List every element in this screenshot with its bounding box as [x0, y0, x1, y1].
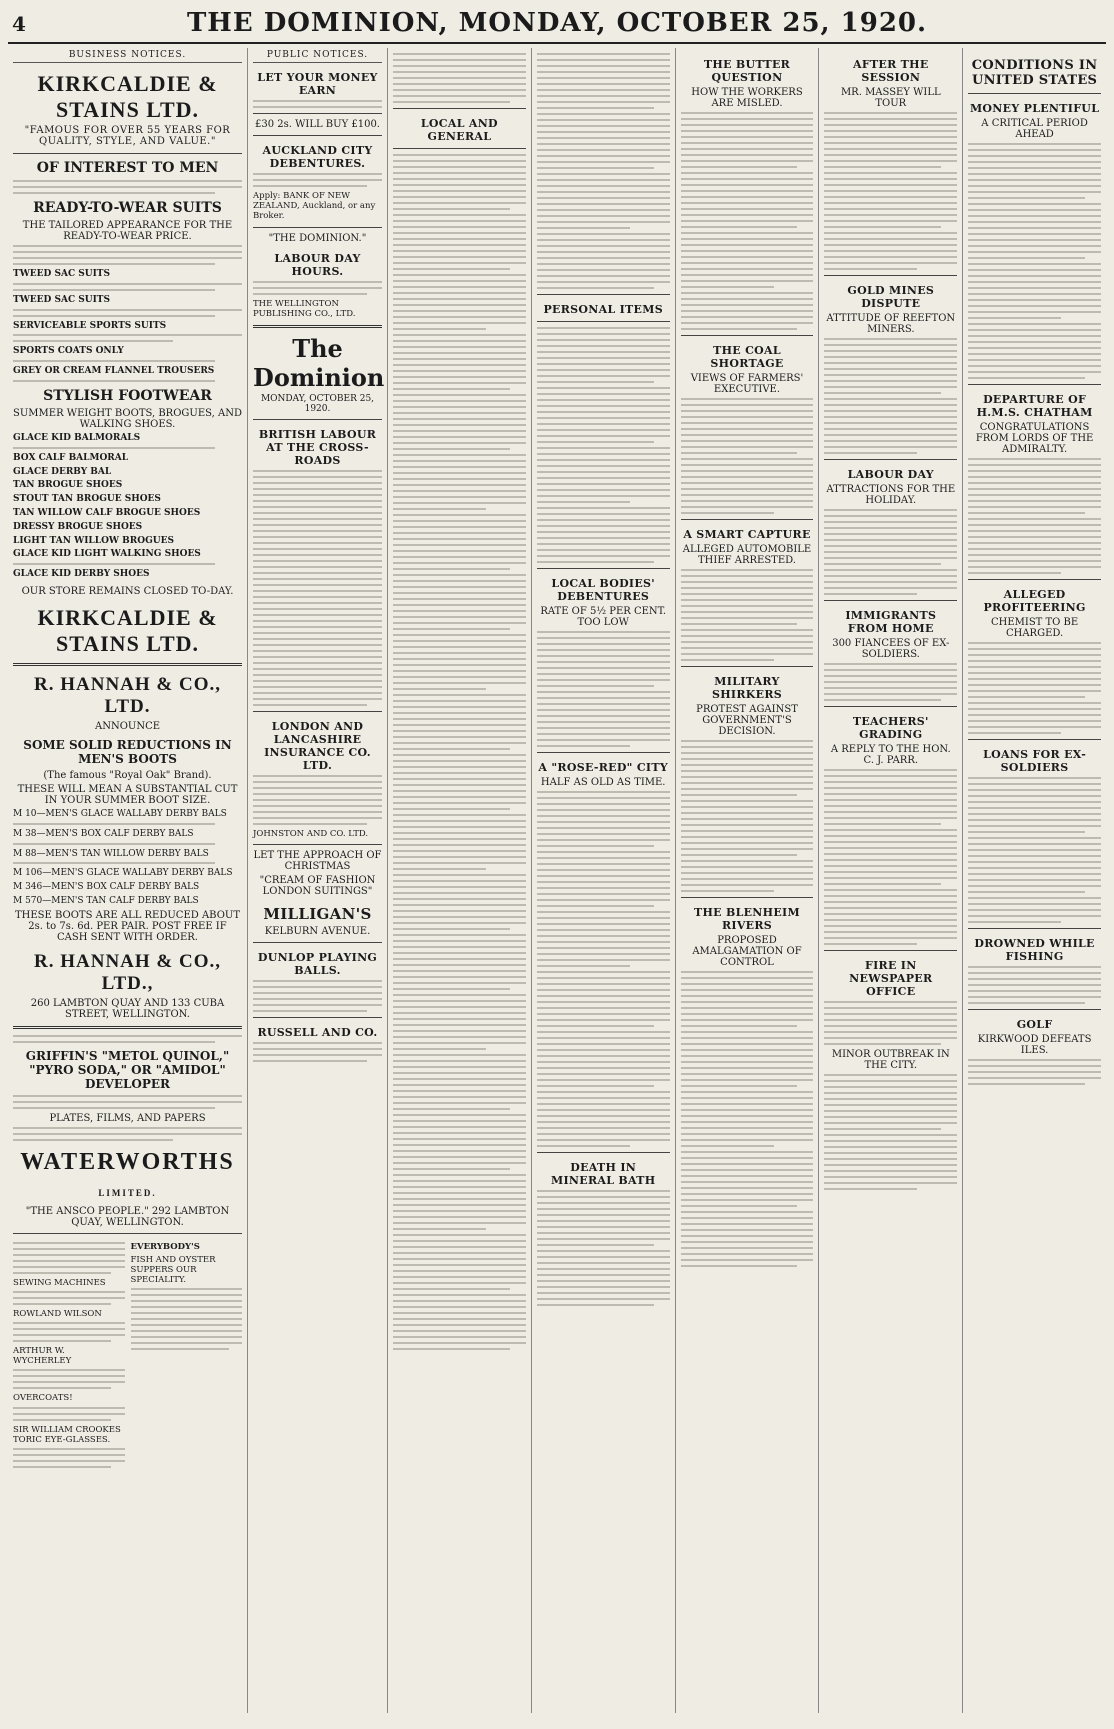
section-subheading: A CRITICAL PERIOD AHEAD — [981, 118, 1088, 140]
list-item: TAN BROGUE SHOES — [13, 480, 123, 491]
section-heading: A SMART CAPTURE — [683, 528, 811, 541]
section-heading: PERSONAL ITEMS — [543, 303, 663, 316]
advert-tagline: "FAMOUS FOR OVER 55 YEARS FOR QUALITY, STYLE, AND VALUE." — [24, 125, 231, 147]
advert-subheading: ANNOUNCE — [94, 720, 161, 732]
list-item: SPORTS COATS ONLY — [13, 346, 124, 357]
list-item: M 570—MEN'S TAN CALF DERBY BALS — [13, 895, 199, 906]
list-item: M 346—MEN'S BOX CALF DERBY BALS — [13, 882, 200, 893]
section-heading: DEPARTURE OF H.M.S. CHATHAM — [976, 393, 1093, 419]
notice-text: KELBURN AVENUE. — [264, 926, 371, 938]
newspaper-flag: The Dominion — [253, 333, 385, 392]
notice-text: JOHNSTON AND CO. LTD. — [253, 828, 369, 839]
list-item: M 106—MEN'S GLACE WALLABY DERBY BALS — [13, 868, 233, 879]
small-ad: OVERCOATS! — [13, 1393, 73, 1404]
section-subheading: 300 FIANCEES OF EX-SOLDIERS. — [832, 638, 950, 660]
advert-address: "THE ANSCO PEOPLE." 292 LAMBTON QUAY, WELLINGTON. — [25, 1205, 230, 1228]
advert-heading: GRIFFIN'S "METOL QUINOL," "PYRO SODA," OR "AMIDOL" DEVELOPER — [25, 1048, 230, 1091]
leader-date: MONDAY, OCTOBER 25, 1920. — [260, 393, 375, 414]
column-personal — [532, 48, 676, 1713]
list-item: M 38—MEN'S BOX CALF DERBY BALS — [13, 828, 194, 839]
column-butter-question — [676, 48, 820, 1713]
section-heading: AFTER THE SESSION — [853, 58, 929, 84]
small-ad: EVERYBODY'S — [130, 1241, 200, 1252]
list-item: GLACE KID LIGHT WALKING SHOES — [13, 549, 201, 560]
masthead — [8, 6, 1106, 44]
advert-title: R. HANNAH & CO., LTD. — [34, 673, 221, 717]
section-subheading: ATTRACTIONS FOR THE HOLIDAY. — [826, 484, 956, 506]
list-item: GREY OR CREAM FLANNEL TROUSERS — [13, 366, 215, 377]
advert-heading: SOME SOLID REDUCTIONS IN MEN'S BOOTS — [23, 737, 232, 766]
section-heading: THE BUTTER QUESTION — [703, 58, 791, 84]
list-item: LIGHT TAN WILLOW BROGUES — [13, 535, 174, 546]
notice-heading: LET YOUR MONEY EARN — [257, 71, 378, 97]
notice-text: "CREAM OF FASHION LONDON SUITINGS" — [259, 875, 376, 898]
notice-text: "THE DOMINION." — [268, 232, 367, 244]
notice-text: THE WELLINGTON PUBLISHING CO., LTD. — [253, 298, 356, 319]
section-heading: CONDITIONS IN UNITED STATES — [971, 58, 1098, 88]
column-header: BUSINESS NOTICES. — [13, 50, 242, 63]
notice-heading: DUNLOP PLAYING BALLS. — [257, 951, 378, 978]
column-business-notices — [8, 48, 248, 1713]
column-public-notices — [248, 48, 388, 1713]
section-subheading: CHEMIST TO BE CHARGED. — [990, 617, 1079, 639]
notice-heading: RUSSELL AND CO. — [257, 1026, 378, 1040]
list-item: GLACE KID BALMORALS — [13, 432, 141, 443]
list-item: M 88—MEN'S TAN WILLOW DERBY BALS — [13, 848, 209, 859]
editorial-heading: BRITISH LABOUR AT THE CROSS-ROADS — [258, 427, 377, 467]
advert-heading: OF INTEREST TO MEN — [36, 160, 219, 176]
notice-heading: LONDON AND LANCASHIRE INSURANCE CO. LTD. — [264, 719, 371, 772]
section-heading: DEATH IN MINERAL BATH — [550, 1161, 656, 1187]
section-subheading: ALLEGED AUTOMOBILE THIEF ARRESTED. — [682, 544, 812, 566]
section-heading: TEACHERS' GRADING — [852, 715, 929, 741]
advert-address: 260 LAMBTON QUAY AND 133 CUBA STREET, WELLINGTON. — [30, 997, 225, 1020]
section-subheading: PROPOSED AMALGAMATION OF CONTROL — [692, 935, 802, 968]
notice-heading: LABOUR DAY HOURS. — [274, 251, 361, 278]
advert-subheading: THE TAILORED APPEARANCE FOR THE READY-TO-WEAR PRICE. — [22, 220, 233, 242]
section-subheading: VIEWS OF FARMERS' EXECUTIVE. — [690, 373, 804, 395]
column-header: PUBLIC NOTICES. — [253, 50, 382, 63]
section-heading: LABOUR DAY — [847, 468, 934, 481]
section-heading: MILITARY SHIRKERS — [711, 675, 783, 701]
list-item: GLACE KID DERBY SHOES — [13, 569, 150, 580]
advert-heading: READY-TO-WEAR SUITS — [33, 200, 222, 216]
column-united-states — [963, 48, 1106, 1713]
section-subheading: A REPLY TO THE HON. C. J. PARR. — [830, 744, 951, 766]
list-item: BOX CALF BALMORAL — [13, 452, 129, 463]
list-item: GLACE DERBY BAL — [13, 466, 112, 477]
notice-heading: MILLIGAN'S — [263, 905, 372, 924]
section-heading: MONEY PLENTIFUL — [969, 102, 1100, 115]
section-heading: THE BLENHEIM RIVERS — [694, 906, 800, 932]
section-subheading: HOW THE WORKERS ARE MISLED. — [691, 87, 803, 109]
section-subheading: HALF AS OLD AS TIME. — [540, 777, 666, 788]
list-item: STOUT TAN BROGUE SHOES — [13, 494, 161, 505]
section-heading: IMMIGRANTS FROM HOME — [845, 609, 937, 635]
section-heading: LOCAL AND GENERAL — [420, 117, 498, 143]
small-ad: ARTHUR W. WYCHERLEY — [13, 1346, 72, 1367]
page-number: 4 — [12, 12, 26, 36]
notice-text: Apply: BANK OF NEW ZEALAND, Auckland, or any Broker. — [253, 191, 376, 222]
section-heading: ALLEGED PROFITEERING — [983, 588, 1086, 614]
notice-text: LET THE APPROACH OF CHRISTMAS — [253, 850, 382, 873]
advert-title: R. HANNAH & CO., LTD., — [34, 950, 221, 994]
small-ad: SIR WILLIAM CROOKES TORIC EYE-GLASSES. — [13, 1424, 121, 1445]
notice-heading: AUCKLAND CITY DEBENTURES. — [262, 144, 373, 170]
section-heading: FIRE IN NEWSPAPER OFFICE — [849, 959, 933, 998]
advert-subheading: THESE WILL MEAN A SUBSTANTIAL CUT IN YOUR SUMMER BOOT SIZE. — [17, 783, 238, 806]
advert-subheading: (The famous "Royal Oak" Brand). — [43, 769, 212, 781]
list-item: TWEED SAC SUITS — [13, 294, 110, 305]
small-ad: ROWLAND WILSON — [13, 1308, 102, 1319]
advert-title: KIRKCALDIE & STAINS LTD. — [37, 604, 218, 656]
section-subheading: MR. MASSEY WILL TOUR — [840, 87, 941, 109]
section-subheading: KIRKWOOD DEFEATS ILES. — [977, 1034, 1092, 1056]
newspaper-title: THE DOMINION, MONDAY, OCTOBER 25, 1920. — [186, 8, 928, 38]
section-subheading: CONGRATULATIONS FROM LORDS OF THE ADMIRALTY. — [975, 422, 1094, 455]
list-item: DRESSY BROGUE SHOES — [13, 521, 143, 532]
column-local-general — [388, 48, 532, 1713]
advert-heading: STYLISH FOOTWEAR — [43, 387, 212, 404]
column-after-session — [819, 48, 963, 1713]
columns — [8, 48, 1106, 1713]
notice-text: £30 2s. WILL BUY £100. — [255, 119, 380, 130]
section-heading: THE COAL SHORTAGE — [710, 344, 784, 370]
section-heading: LOCAL BODIES' DEBENTURES — [551, 577, 655, 603]
advert-subheading: THESE BOOTS ARE ALL REDUCED ABOUT 2s. to 7s. 6d. PER PAIR. POST FREE IF CASH SENT WITH ORDER. — [14, 909, 241, 943]
advert-title: WATERWORTHS LIMITED. — [20, 1148, 235, 1198]
small-ad: FISH AND OYSTER SUPPERS OUR SPECIALITY. — [130, 1254, 216, 1286]
advert-subheading: SUMMER WEIGHT BOOTS, BROGUES, AND WALKING SHOES. — [13, 407, 242, 430]
list-item: M 10—MEN'S GLACE WALLABY DERBY BALS — [13, 808, 227, 819]
list-item: TWEED SAC SUITS — [13, 269, 110, 279]
section-heading: A "ROSE-RED" CITY — [538, 761, 668, 774]
advert-subheading: PLATES, FILMS, AND PAPERS — [49, 1112, 206, 1124]
section-subheading: MINOR OUTBREAK IN THE CITY. — [831, 1049, 950, 1071]
section-heading: LOANS FOR EX-SOLDIERS — [983, 748, 1087, 774]
section-heading: GOLF — [1016, 1018, 1053, 1031]
small-ad: SEWING MACHINES — [13, 1277, 106, 1288]
section-subheading: PROTEST AGAINST GOVERNMENT'S DECISION. — [696, 704, 798, 737]
section-heading: GOLD MINES DISPUTE — [847, 284, 935, 310]
advert-title: KIRKCALDIE & STAINS LTD. — [37, 71, 218, 122]
list-item: SERVICEABLE SPORTS SUITS — [13, 320, 167, 331]
section-subheading: ATTITUDE OF REEFTON MINERS. — [826, 313, 956, 335]
section-heading: DROWNED WHILE FISHING — [974, 937, 1095, 963]
closed-notice: OUR STORE REMAINS CLOSED TO-DAY. — [21, 585, 234, 597]
list-item: TAN WILLOW CALF BROGUE SHOES — [13, 507, 201, 518]
section-subheading: RATE OF 5½ PER CENT. TOO LOW — [540, 606, 667, 628]
